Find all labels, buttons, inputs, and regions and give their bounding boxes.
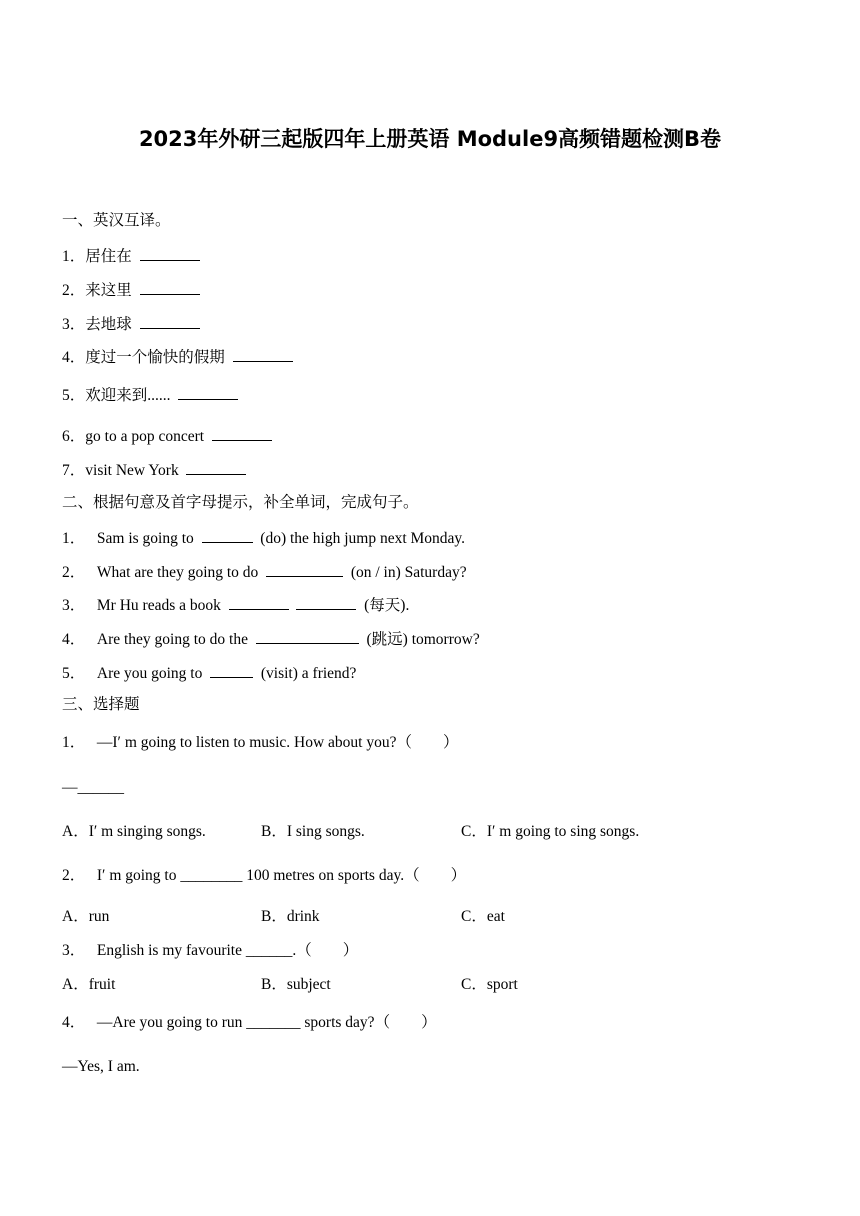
answer-blank[interactable] [210,663,253,678]
s3-question-1 [62,734,458,752]
item-number: 2． [62,282,86,299]
item-number: 4． [62,631,86,648]
s1-item-5 [62,385,238,405]
question-text: —I′ m going to listen to music. How about you?（ ） [96,734,459,751]
question-text: English is my favourite ______.（ ） [96,942,359,959]
item-number: 1． [62,530,86,547]
option-a[interactable]: A．run [62,908,110,925]
option-b[interactable]: B．subject [261,976,331,993]
s1-item-4 [62,347,293,367]
item-text: 居住在 [85,248,132,265]
s3-question-4 [62,1014,437,1032]
s2-item-5 [62,663,356,683]
item-text: 欢迎来到...... [85,387,171,404]
s3-q4-reply: —Yes, I am. [62,1058,140,1075]
s1-item-2 [62,280,200,300]
option-c[interactable]: C．eat [461,908,505,925]
page-title: 2023年外研三起版四年上册英语 Module9高频错题检测B卷 [138,127,722,151]
item-number: 5． [62,665,86,682]
item-text: Mr Hu reads a book [96,597,221,614]
item-text: visit New York [85,462,179,479]
answer-blank[interactable] [229,595,289,610]
section1-heading: 一、英汉互译。 [62,212,171,229]
item-text: Are they going to do the [96,631,248,648]
s3-question-2 [62,867,466,885]
s2-item-1 [62,528,465,548]
item-number: 2． [62,564,86,581]
s1-item-7 [62,460,246,480]
answer-blank[interactable] [212,426,272,441]
item-text: (每天). [364,597,410,614]
answer-blank[interactable] [140,246,200,261]
s2-item-2 [62,562,467,582]
section2-heading: 二、根据句意及首字母提示，补全单词，完成句子。 [62,494,419,511]
item-number: 1． [62,734,86,751]
item-text: 度过一个愉快的假期 [85,349,225,366]
item-text: What are they going to do [96,564,259,581]
option-c[interactable]: C．I′ m going to sing songs. [461,823,640,840]
answer-blank[interactable] [202,528,253,543]
item-number: 1． [62,248,86,265]
item-number: 4． [62,1014,86,1031]
answer-blank[interactable] [140,314,200,329]
item-number: 7． [62,462,86,479]
question-text: —Are you going to run _______ sports day?（ ） [96,1014,437,1031]
answer-blank[interactable] [266,562,343,577]
answer-blank[interactable] [186,460,246,475]
option-b[interactable]: B．I sing songs. [261,823,365,840]
item-number: 5． [62,387,86,404]
item-text: 来这里 [85,282,132,299]
option-c[interactable]: C．sport [461,976,518,993]
item-text: go to a pop concert [85,428,205,445]
s3-q1-reply: —______ [62,779,124,796]
question-text: I′ m going to ________ 100 metres on sports day.（ ） [96,867,467,884]
option-b[interactable]: B．drink [261,908,320,925]
item-text: (on / in) Saturday? [350,564,467,581]
answer-blank[interactable] [178,385,238,400]
s2-item-4 [62,629,480,649]
item-number: 3． [62,942,86,959]
item-number: 4． [62,349,86,366]
item-text: Sam is going to [96,530,194,547]
section3-heading: 三、选择题 [62,696,140,713]
s1-item-1 [62,246,200,266]
item-text: 去地球 [85,316,132,333]
item-text: (do) the high jump next Monday. [260,530,466,547]
answer-blank[interactable] [233,347,293,362]
item-text: Are you going to [96,665,203,682]
answer-blank[interactable] [296,595,356,610]
option-a[interactable]: A．fruit [62,976,116,993]
s3-question-3 [62,942,358,960]
answer-blank[interactable] [140,280,200,295]
item-text: (visit) a friend? [260,665,357,682]
item-text: (跳远) tomorrow? [366,631,480,648]
answer-blank[interactable] [256,629,359,644]
item-number: 6． [62,428,86,445]
item-number: 3． [62,316,86,333]
s1-item-3 [62,314,200,334]
item-number: 3． [62,597,86,614]
s2-item-3 [62,595,409,615]
item-number: 2． [62,867,86,884]
s1-item-6 [62,426,272,446]
option-a[interactable]: A．I′ m singing songs. [62,823,206,840]
